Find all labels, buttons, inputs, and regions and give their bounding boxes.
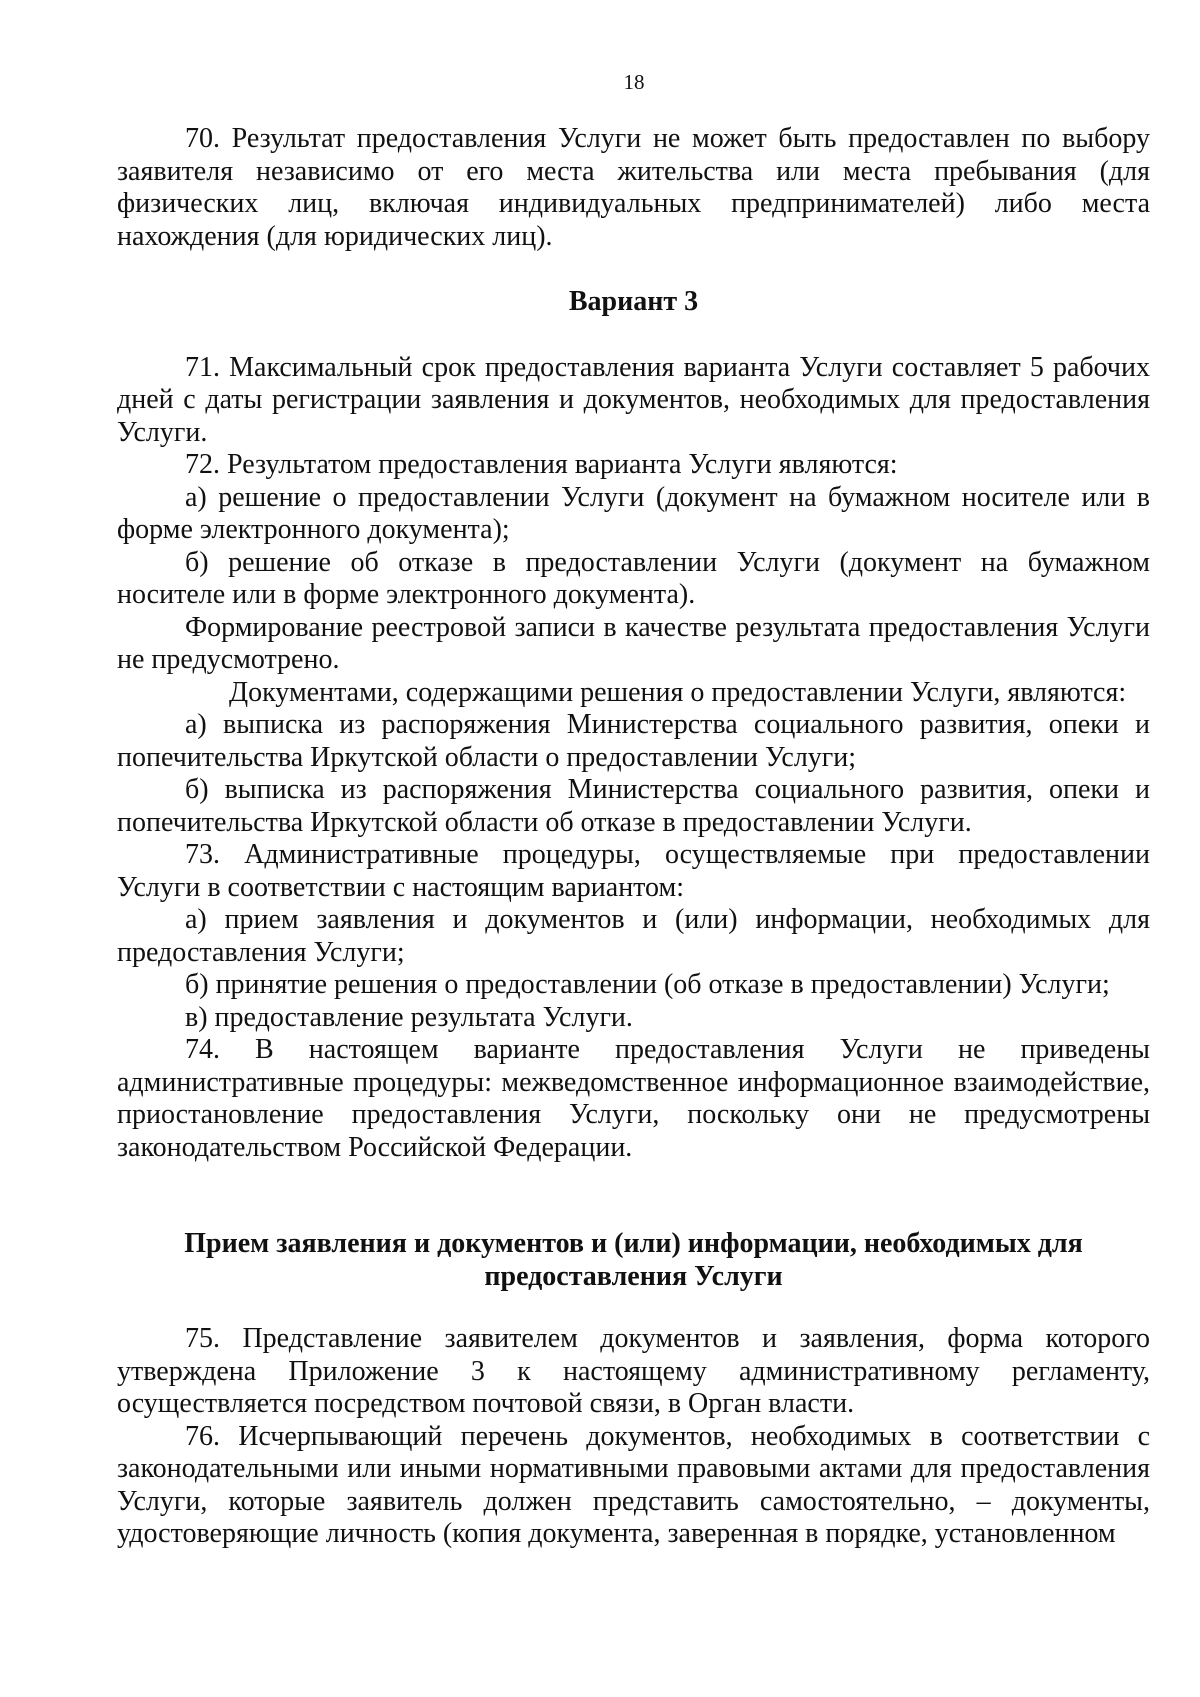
- paragraph-74: 74. В настоящем варианте предоставления Услуги не приведены административные процедуры: межведомственное информационное взаимодействие, приостановление предоставления Услуги, поскольку они не предусмотрены законодательством Российской Федерации.: [117, 1034, 1150, 1163]
- paragraph-decision-documents: Документами, содержащими решения о предоставлении Услуги, являются:: [229, 676, 1127, 708]
- paragraph-72-a: а) решение о предоставлении Услуги (документ на бумажном носителе или в форме электронного документа);: [117, 481, 1150, 545]
- paragraph-decision-a: а) выписка из распоряжения Министерства социального развития, опеки и попечительства Иркутской области о предоставлении Услуги;: [117, 709, 1150, 773]
- paragraph-72: 72. Результатом предоставления варианта Услуги являются:: [185, 449, 898, 480]
- paragraph-73-b: б) принятие решения о предоставлении (об отказе в предоставлении) Услуги;: [185, 969, 1110, 1000]
- paragraph-70: 70. Результат предоставления Услуги не может быть предоставлен по выбору заявителя независимо от его места жительства или места пребывания (для физических лиц, включая индивидуальных предпринимателей) либо места нахождения (для юридических лиц).: [117, 123, 1150, 252]
- paragraph-73-a: а) прием заявления и документов и (или) информации, необходимых для предоставления Услуги;: [117, 904, 1150, 968]
- section-heading: Прием заявления и документов и (или) информации, необходимых для предоставления Услуги: [184, 1228, 1083, 1292]
- paragraph-73: 73. Административные процедуры, осуществляемые при предоставлении Услуги в соответствии с настоящим вариантом:: [117, 839, 1150, 903]
- paragraph-71: 71. Максимальный срок предоставления варианта Услуги составляет 5 рабочих дней с даты регистрации заявления и документов, необходимых для предоставления Услуги.: [117, 351, 1150, 448]
- paragraph-73-c: в) предоставление результата Услуги.: [185, 1001, 633, 1033]
- paragraph-72-b: б) решение об отказе в предоставлении Услуги (документ на бумажном носителе или в форме электронного документа).: [117, 546, 1150, 610]
- page-number: 18: [623, 70, 645, 94]
- paragraph-75: 75. Представление заявителем документов и заявления, форма которого утверждена Приложение 3 к настоящему административному регламенту, осуществляется посредством почтовой связи, в Орган власти.: [117, 1323, 1150, 1419]
- paragraph-registry-record: Формирование реестровой записи в качестве результата предоставления Услуги не предусмотрено.: [117, 611, 1150, 675]
- paragraph-76: 76. Исчерпывающий перечень документов, необходимых в соответствии с законодательными или иными нормативными правовыми актами для предоставления Услуги, которые заявитель должен представить самостоятельно, – документы, удостоверяющие личность (копия документа, заверенная в порядке, установленном: [117, 1420, 1150, 1549]
- variant-heading: Вариант 3: [568, 286, 699, 317]
- paragraph-decision-b: б) выписка из распоряжения Министерства социального развития, опеки и попечительства Иркутской области об отказе в предоставлении Услуги.: [117, 774, 1150, 838]
- document-body: [117, 123, 1150, 1551]
